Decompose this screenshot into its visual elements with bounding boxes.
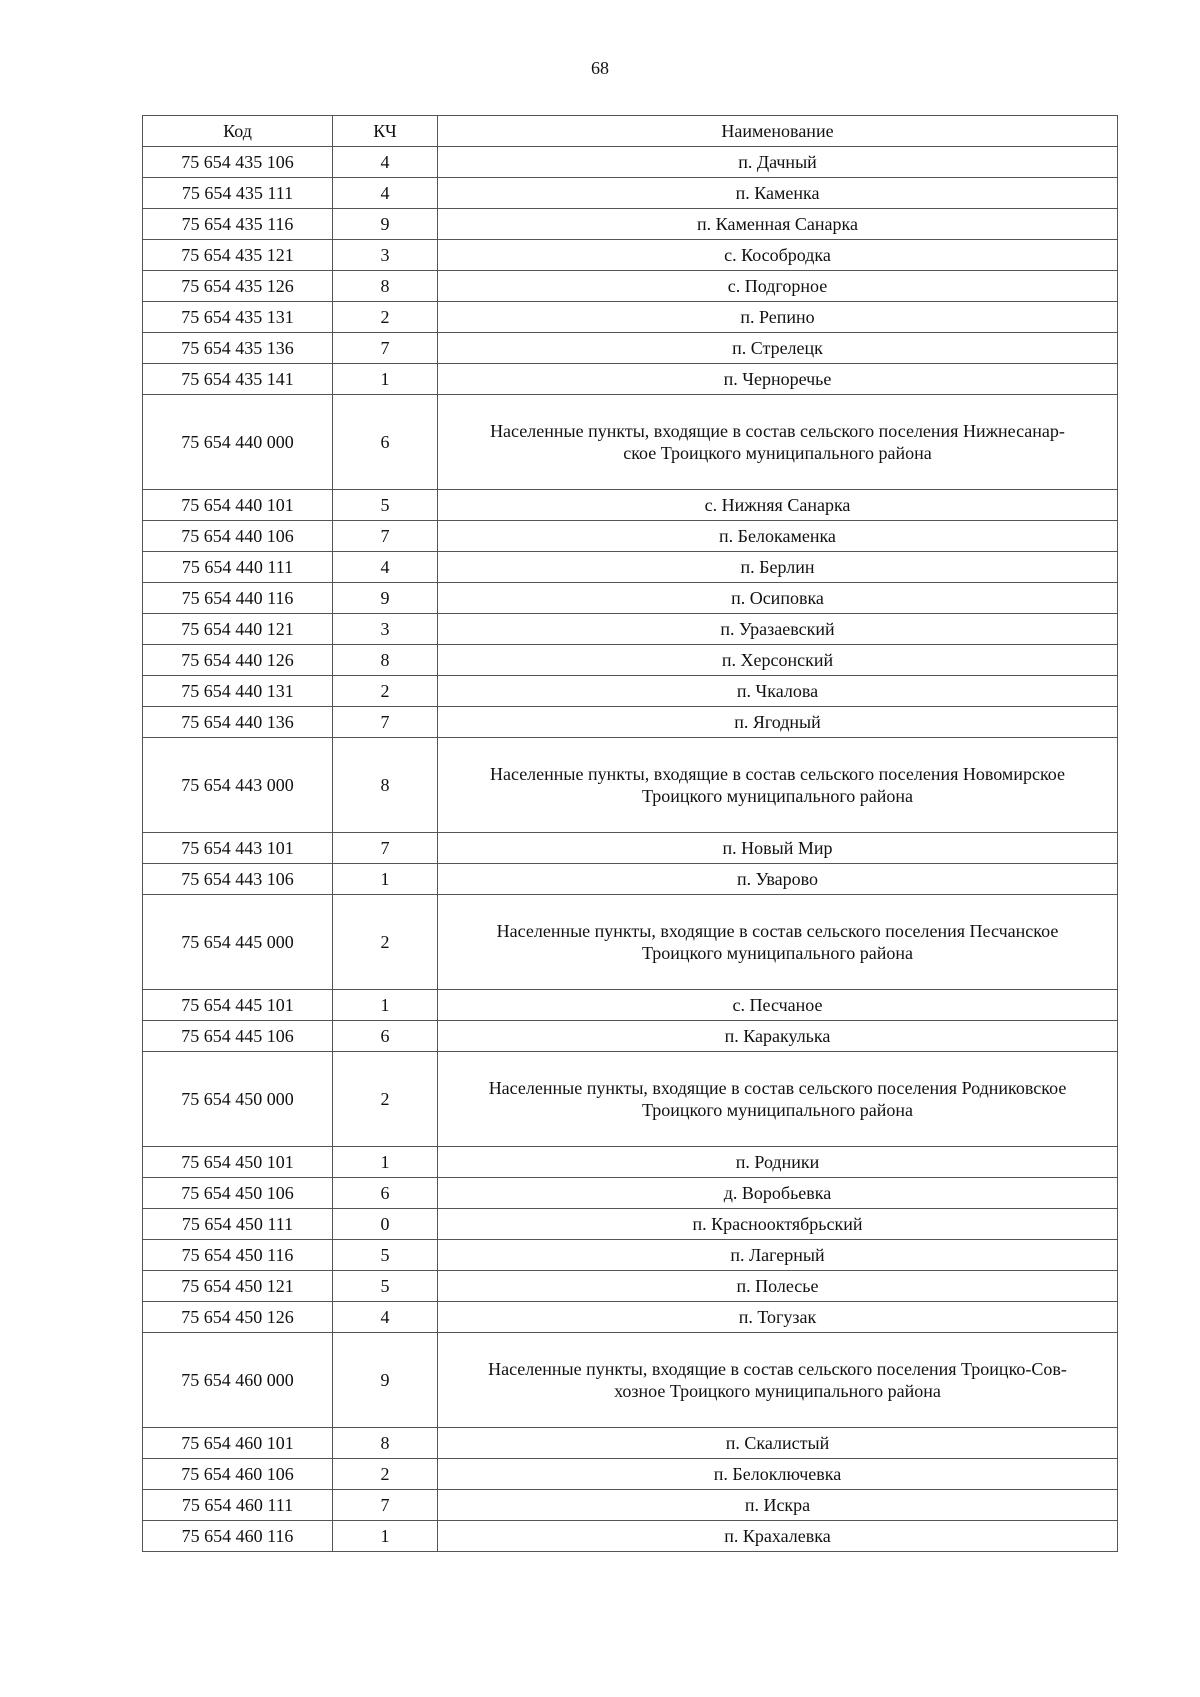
cell-code: 75 654 435 106 xyxy=(143,147,333,178)
cell-code: 75 654 440 116 xyxy=(143,583,333,614)
cell-code: 75 654 445 000 xyxy=(143,895,333,990)
table-row xyxy=(143,833,1118,864)
table-row xyxy=(143,521,1118,552)
cell-code: 75 654 435 141 xyxy=(143,364,333,395)
cell-name: Населенные пункты, входящие в состав сельского поселения Троицко-Сов- хозное Троицкого муниципального района xyxy=(438,1333,1118,1428)
table-row xyxy=(143,147,1118,178)
cell-name: п. Каменная Санарка xyxy=(438,209,1118,240)
cell-name: п. Каменка xyxy=(438,178,1118,209)
cell-code: 75 654 440 106 xyxy=(143,521,333,552)
cell-name: с. Подгорное xyxy=(438,271,1118,302)
cell-name: Населенные пункты, входящие в состав сельского поселения Песчанское Троицкого муниципального района xyxy=(438,895,1118,990)
table-row xyxy=(143,1521,1118,1552)
table-row xyxy=(143,209,1118,240)
cell-name: с. Кособродка xyxy=(438,240,1118,271)
cell-kch: 1 xyxy=(333,1147,438,1178)
cell-code: 75 654 445 106 xyxy=(143,1021,333,1052)
cell-kch: 9 xyxy=(333,583,438,614)
header-kch: КЧ xyxy=(333,116,438,147)
cell-name: п. Крахалевка xyxy=(438,1521,1118,1552)
table-row xyxy=(143,990,1118,1021)
table-row xyxy=(143,1147,1118,1178)
cell-code: 75 654 440 121 xyxy=(143,614,333,645)
table-row xyxy=(143,240,1118,271)
cell-code: 75 654 435 111 xyxy=(143,178,333,209)
table-header-row xyxy=(143,116,1118,147)
table-row xyxy=(143,707,1118,738)
cell-code: 75 654 435 136 xyxy=(143,333,333,364)
cell-kch: 7 xyxy=(333,707,438,738)
cell-name: Населенные пункты, входящие в состав сельского поселения Родниковское Троицкого муниципального района xyxy=(438,1052,1118,1147)
cell-kch: 2 xyxy=(333,302,438,333)
cell-kch: 2 xyxy=(333,676,438,707)
page-number: 68 xyxy=(591,58,609,78)
cell-code: 75 654 435 131 xyxy=(143,302,333,333)
table-row xyxy=(143,1052,1118,1147)
cell-name: п. Дачный xyxy=(438,147,1118,178)
table-row xyxy=(143,1178,1118,1209)
cell-kch: 7 xyxy=(333,833,438,864)
cell-kch: 8 xyxy=(333,738,438,833)
table-row xyxy=(143,1490,1118,1521)
cell-kch: 1 xyxy=(333,1521,438,1552)
cell-code: 75 654 443 000 xyxy=(143,738,333,833)
table-row xyxy=(143,271,1118,302)
cell-code: 75 654 460 111 xyxy=(143,1490,333,1521)
table-row xyxy=(143,552,1118,583)
table-row xyxy=(143,614,1118,645)
cell-name: п. Белокаменка xyxy=(438,521,1118,552)
cell-kch: 7 xyxy=(333,521,438,552)
table-row xyxy=(143,583,1118,614)
cell-kch: 4 xyxy=(333,1302,438,1333)
cell-kch: 4 xyxy=(333,552,438,583)
cell-name: п. Лагерный xyxy=(438,1240,1118,1271)
cell-code: 75 654 440 000 xyxy=(143,395,333,490)
cell-kch: 4 xyxy=(333,178,438,209)
table-row xyxy=(143,333,1118,364)
cell-kch: 7 xyxy=(333,1490,438,1521)
cell-code: 75 654 440 101 xyxy=(143,490,333,521)
cell-code: 75 654 445 101 xyxy=(143,990,333,1021)
cell-name: п. Новый Мир xyxy=(438,833,1118,864)
cell-name: п. Полесье xyxy=(438,1271,1118,1302)
cell-kch: 4 xyxy=(333,147,438,178)
cell-kch: 3 xyxy=(333,614,438,645)
cell-code: 75 654 443 101 xyxy=(143,833,333,864)
table-row xyxy=(143,1021,1118,1052)
table-row xyxy=(143,178,1118,209)
cell-kch: 3 xyxy=(333,240,438,271)
cell-kch: 0 xyxy=(333,1209,438,1240)
cell-name: п. Родники xyxy=(438,1147,1118,1178)
cell-code: 75 654 440 111 xyxy=(143,552,333,583)
cell-code: 75 654 440 136 xyxy=(143,707,333,738)
cell-name: п. Уразаевский xyxy=(438,614,1118,645)
cell-code: 75 654 460 106 xyxy=(143,1459,333,1490)
cell-kch: 5 xyxy=(333,490,438,521)
cell-name: п. Берлин xyxy=(438,552,1118,583)
cell-kch: 5 xyxy=(333,1240,438,1271)
cell-kch: 2 xyxy=(333,895,438,990)
cell-name: п. Черноречье xyxy=(438,364,1118,395)
cell-kch: 8 xyxy=(333,271,438,302)
cell-code: 75 654 450 116 xyxy=(143,1240,333,1271)
cell-code: 75 654 440 126 xyxy=(143,645,333,676)
cell-code: 75 654 450 101 xyxy=(143,1147,333,1178)
cell-kch: 6 xyxy=(333,395,438,490)
cell-kch: 8 xyxy=(333,1428,438,1459)
cell-kch: 6 xyxy=(333,1021,438,1052)
cell-kch: 6 xyxy=(333,1178,438,1209)
cell-kch: 8 xyxy=(333,645,438,676)
cell-code: 75 654 435 116 xyxy=(143,209,333,240)
header-name: Наименование xyxy=(438,116,1118,147)
cell-name: Населенные пункты, входящие в состав сельского поселения Нижнесанар- ское Троицкого муниципального района xyxy=(438,395,1118,490)
cell-kch: 7 xyxy=(333,333,438,364)
cell-kch: 5 xyxy=(333,1271,438,1302)
cell-name: п. Скалистый xyxy=(438,1428,1118,1459)
cell-name: п. Краснооктябрьский xyxy=(438,1209,1118,1240)
table-row xyxy=(143,676,1118,707)
cell-name: п. Ягодный xyxy=(438,707,1118,738)
cell-name: п. Каракулька xyxy=(438,1021,1118,1052)
cell-name: п. Белоключевка xyxy=(438,1459,1118,1490)
table-row xyxy=(143,1302,1118,1333)
cell-code: 75 654 450 106 xyxy=(143,1178,333,1209)
cell-name: п. Чкалова xyxy=(438,676,1118,707)
table-row xyxy=(143,364,1118,395)
cell-kch: 2 xyxy=(333,1052,438,1147)
cell-name: п. Осиповка xyxy=(438,583,1118,614)
table-row xyxy=(143,1333,1118,1428)
cell-name: д. Воробьевка xyxy=(438,1178,1118,1209)
cell-name: с. Песчаное xyxy=(438,990,1118,1021)
table-row xyxy=(143,490,1118,521)
cell-name: с. Нижняя Санарка xyxy=(438,490,1118,521)
header-code: Код xyxy=(143,116,333,147)
cell-kch: 9 xyxy=(333,209,438,240)
table-row xyxy=(143,738,1118,833)
cell-kch: 1 xyxy=(333,990,438,1021)
cell-name: п. Тогузак xyxy=(438,1302,1118,1333)
cell-code: 75 654 460 116 xyxy=(143,1521,333,1552)
table-row xyxy=(143,1428,1118,1459)
table-row xyxy=(143,645,1118,676)
table-row xyxy=(143,302,1118,333)
cell-name: п. Репино xyxy=(438,302,1118,333)
cell-kch: 1 xyxy=(333,364,438,395)
table-body xyxy=(143,147,1118,1552)
cell-code: 75 654 460 101 xyxy=(143,1428,333,1459)
table-row xyxy=(143,1209,1118,1240)
cell-kch: 2 xyxy=(333,1459,438,1490)
cell-code: 75 654 435 121 xyxy=(143,240,333,271)
cell-code: 75 654 440 131 xyxy=(143,676,333,707)
table-row xyxy=(143,864,1118,895)
table-row xyxy=(143,1271,1118,1302)
cell-code: 75 654 435 126 xyxy=(143,271,333,302)
cell-name: п. Стрелецк xyxy=(438,333,1118,364)
cell-code: 75 654 450 121 xyxy=(143,1271,333,1302)
cell-kch: 1 xyxy=(333,864,438,895)
cell-name: п. Херсонский xyxy=(438,645,1118,676)
cell-code: 75 654 450 000 xyxy=(143,1052,333,1147)
table-row xyxy=(143,895,1118,990)
cell-code: 75 654 460 000 xyxy=(143,1333,333,1428)
settlements-table xyxy=(142,115,1118,1552)
table-row xyxy=(143,1240,1118,1271)
table-row xyxy=(143,1459,1118,1490)
cell-code: 75 654 443 106 xyxy=(143,864,333,895)
cell-name: Населенные пункты, входящие в состав сельского поселения Новомирское Троицкого муниципального района xyxy=(438,738,1118,833)
cell-kch: 9 xyxy=(333,1333,438,1428)
cell-name: п. Уварово xyxy=(438,864,1118,895)
table-row xyxy=(143,395,1118,490)
cell-code: 75 654 450 111 xyxy=(143,1209,333,1240)
cell-name: п. Искра xyxy=(438,1490,1118,1521)
cell-code: 75 654 450 126 xyxy=(143,1302,333,1333)
